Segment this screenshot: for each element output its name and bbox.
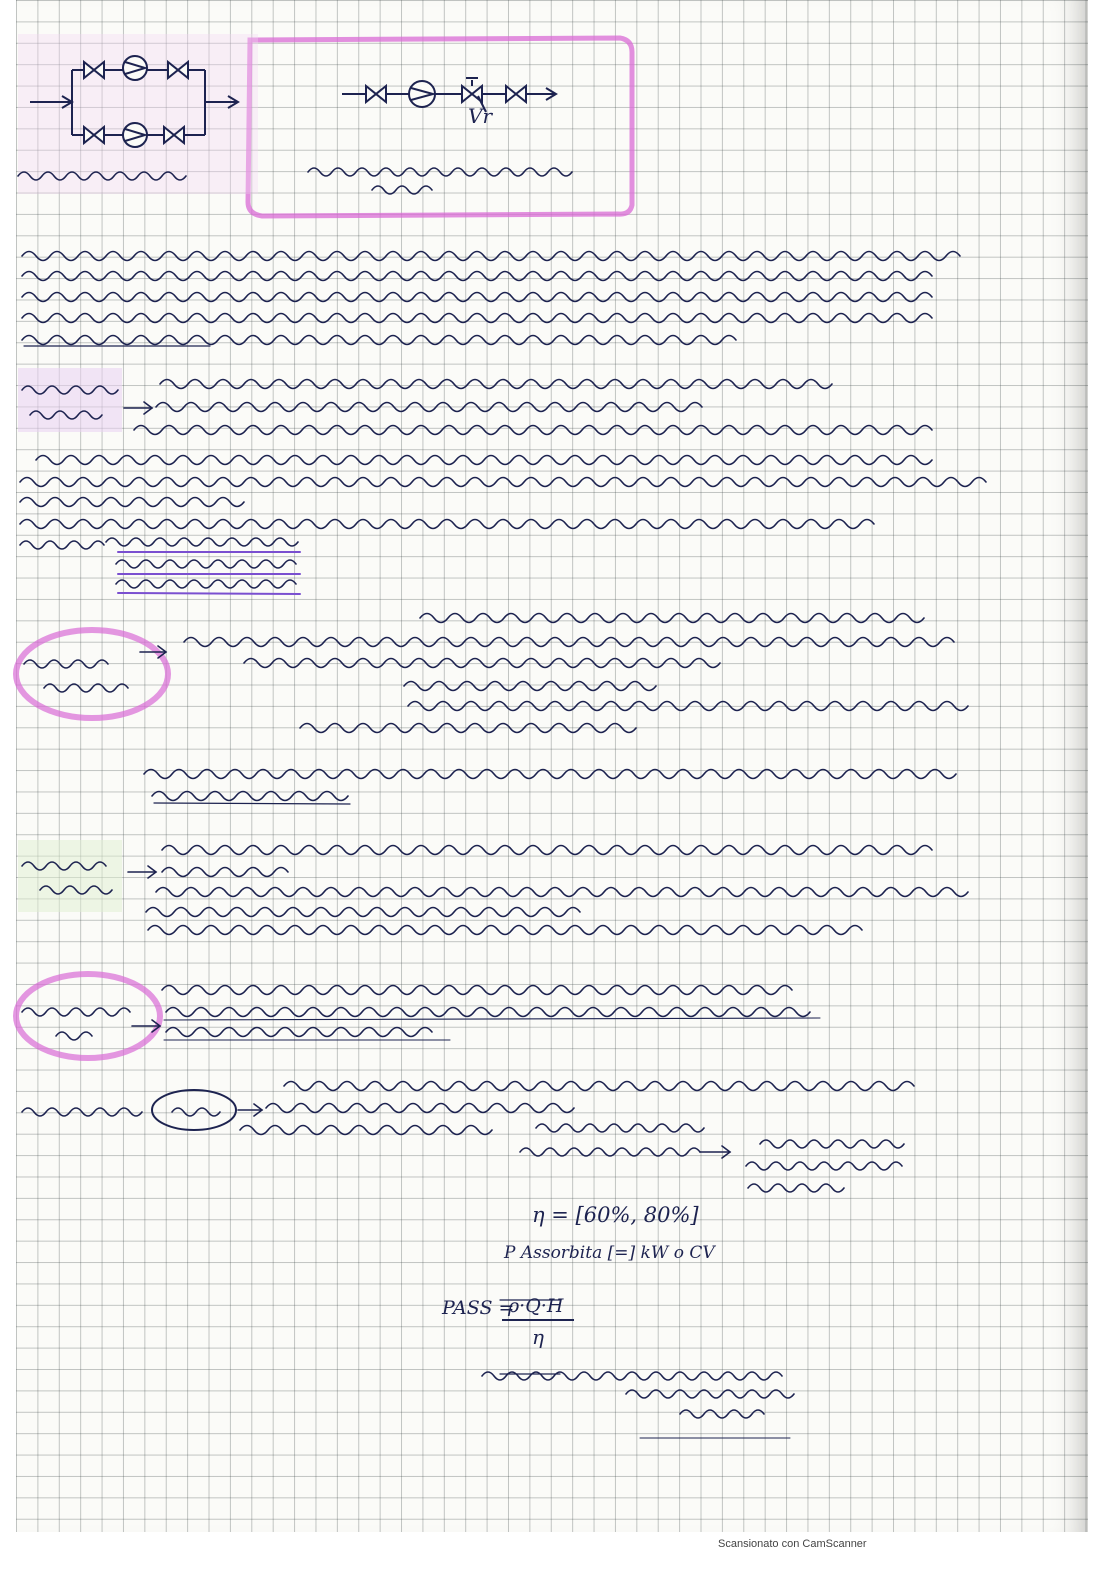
power-formula-numerator: ρ·Q·H [508,1295,564,1317]
paragraph-flow-variation [22,252,960,347]
section-underground-tanks [18,840,968,935]
section-above-ground-tanks [16,974,820,1058]
section-pumps-recap [22,1082,914,1439]
power-formula-prefix: PASS = [442,1297,515,1319]
pink-highlight-box [18,34,632,216]
regulating-valve-label: Vr [468,104,493,128]
scanner-watermark: Scansionato con CamScanner [718,1538,867,1550]
series-pumps-diagram [342,78,556,112]
efficiency-range: η = [60%, 80%] [532,1203,699,1227]
absorbed-power-units: P Assorbita [=] kW o CV [504,1243,715,1263]
section-piezometric-tanks [16,614,968,805]
power-formula-denominator: η [532,1325,544,1349]
section-accumulation-tanks [18,368,986,594]
